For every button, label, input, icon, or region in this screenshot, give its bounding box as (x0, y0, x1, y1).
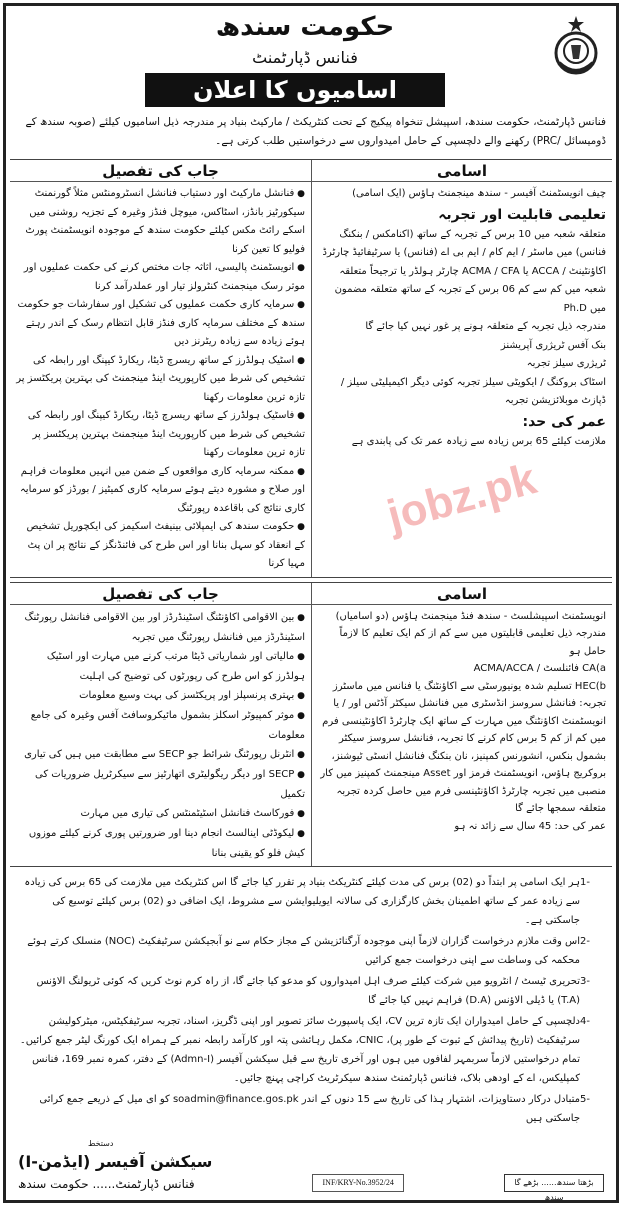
detail-item: ● فنانشل مارکیٹ اور دستیاب فنانشل انسٹرومنٹس مثلاً گورنمنٹ سیکورٹیز بانڈز، اسٹاکس، میوچل فنڈز وغیرہ کے تجزیہ روشنی میں اسکے رائٹ مکس کیلئے حکومت سندھ کے موجودہ انویسٹمنٹ پورٹ فولیو کا تعین کرنا (16, 185, 305, 259)
term-text: متبادل درکار دستاویزات، اشتہار ہذا کی تاریخ سے 15 دنوں کے اندر soadmin@finance.gos.pk کو ای میل کے ذریعے جمع کرائی جاسکتی ہیں (39, 1093, 580, 1124)
detail-item: ● اسٹیک ہولڈرز کے ساتھ ریسرچ ڈیٹا، ریکارڈ کیپنگ اور رابطہ کی تشخیص کی شرط میں کارپوریٹ اینڈ مینجمنٹ کی بہترین پریکٹسز پر تازہ ترین معلومات رکھنا (16, 352, 305, 408)
term-item (16, 932, 606, 970)
detail-item: ● SECP اور دیگر ریگولیٹری اتھارٹیز سے سیکرٹریل ضروریات کی تکمیل (16, 765, 305, 804)
department-line: فنانس ڈپارٹمنٹ...... حکومت سندھ (18, 1176, 195, 1191)
term-number: -5 (580, 1093, 590, 1105)
experience-text: تجربہ: فنانشل سروسز انڈسٹری میں فنانشل سیکٹر آڈٹس اور / یا انویسٹمنٹ اکاؤنٹنگ میں مہارت کے ساتھ ایک چارٹرڈ اکاؤنٹینسی فرم میں کم از کم 5 برس کام کرنے کا تجربہ، فنانشل سروسز سیکٹر بشمول بنکس، انشورنس کمپنیز، نان بنکنگ فنانشل انسٹی ٹیوشنز، بروکریج ہاؤس، انویسٹمنٹ فرمز اور Asset مینجمنٹ کمپنیز میں کار منصبی میں تجربہ چارٹرڈ اکاؤنٹینسی فرم میں حاصل کردہ تجربہ متعلقہ سمجھا جائے گا (320, 698, 606, 814)
detail-item: ● ممکنہ سرمایہ کاری مواقعوں کے ضمن میں انہیں معلومات فراہم اور صلاح و مشورہ دیتے ہوئے سرمایہ کاری کمیٹیز / بورڈز کو سرمایہ کاری نتائج کی باقاعدہ رپورٹنگ (16, 463, 305, 519)
post-header: اسامی (312, 160, 612, 182)
detail-item: ● بین الاقوامی اکاؤنٹنگ اسٹینڈرڈز اور بین الاقوامی فنانشل رپورٹنگ اسٹینڈرڈز میں فنانشل رپورٹنگ میں تجربہ (16, 608, 305, 647)
term-item (16, 873, 606, 930)
detail-item: ● حکومت سندھ کی ایمپلائی بینیفٹ اسکیمز کی ایکچوریل تشخیص کے انعقاد کو سہل بنانا اور اس طرح کی فائنڈنگز کے نتائج پر ان پٹ مہیا کرنا (16, 518, 305, 574)
reference-number: INF/KRY-No.3952/24 (312, 1174, 404, 1192)
details-column (10, 583, 311, 866)
age-heading: عمر کی حد: (522, 413, 606, 430)
ad-border (3, 3, 619, 1203)
section-chief-investment-officer (10, 159, 612, 578)
details-header: جاب کی تفصیل (10, 160, 311, 182)
detail-item: ● انٹرنل رپورٹنگ شرائط جو SECP سے مطابقت میں ہیں کی تیاری (16, 745, 305, 765)
section-investment-specialist (10, 582, 612, 867)
term-item (16, 972, 606, 1010)
detail-item: ● بہتری پرنسپلز اور پریکٹسز کی بہت وسیع معلومات (16, 686, 305, 706)
term-text: تحریری ٹیسٹ / انٹرویو میں شرکت کیلئے صرف اہل امیدواروں کو مدعو کیا جائے گا، از راہ کرم نوٹ کریں کہ کوئی ٹریولنگ الاؤنس (T.A) یا ڈیلی الاؤنس (D.A) فراہم نہیں کیا جائے گا (36, 975, 580, 1006)
term-number: -2 (580, 935, 590, 947)
qualification-a: CA(a فائنلسٹ / ACMA/ACCA (473, 663, 606, 674)
signatory: سیکشن آفیسر (ایڈمن-I) (18, 1151, 213, 1171)
qualification-b: HEC(b تسلیم شدہ یونیورسٹی سے اکاؤنٹنگ یا فنانس میں ماسٹرز (332, 680, 606, 692)
detail-item: ● لیکوڈٹی اینالسٹ انجام دینا اور ضرورتیں پوری کرنے کیلئے موزوں کیش فلو کو یقینی بنانا (16, 824, 305, 863)
post-header: اسامی (312, 583, 612, 605)
watermark: jobz.pk (382, 454, 542, 541)
qualification-heading: تعلیمی قابلیت اور تجربہ (438, 206, 606, 223)
qualification-intro: مندرجہ ذیل تعلیمی قابلیتوں میں سے کم از کم ایک تعلیم کا لازماً حامل ہو (339, 628, 606, 657)
slogan-box: بڑھتا سندھ...... بڑھے گا سندھ (504, 1174, 604, 1192)
term-text: اس وقت ملازم درخواست گزاران لازماً اپنی موجودہ آرگنائزیشن کے مجاز حکام سے نو آبجیکشن سرٹیفکیٹ (NOC) منسلک کرتے ہوئے محکمہ کی وساطت سے اپنی درخواست جمع کرائیں (27, 935, 580, 966)
post-column (311, 583, 612, 866)
signed-label: دستخط (88, 1138, 114, 1148)
terms-list (10, 867, 612, 1128)
experience-item: بنک آفس ٹریژری آپریشنز (500, 339, 606, 351)
age-text: ملازمت کیلئے 65 برس زیادہ سے زیادہ عمر تک کی پابندی ہے (351, 435, 606, 447)
post-column (311, 160, 612, 577)
age-text: عمر کی حد: 45 سال سے زائد نہ ہو (454, 820, 606, 832)
term-text: دلچسپی کے حامل امیدواران ایک تازہ ترین CV، ایک پاسپورٹ سائز تصویر اور اپنی ڈگریز، اسناد، تجربہ سرٹیفکیٹس، میٹرکولیشن سرٹیفکیٹ (تاریخ پیدائش کے ثبوت کے طور پر)، CNIC، مکمل رہائشی پتہ اور کارآمد رابطہ نمبر کے ہمراہ ایک کورنگ لیٹر جمع کرائیں۔ تمام درخواستیں لازماً سربمہر لفافوں میں ہوں اور آخری تاریخ سے قبل سیکشن آفیسر (Admn-I) کے دفتر، کمرہ نمبر 169، فنانس کمپلیکس، اے کے اودھی بلاک، فنانس ڈپارٹمنٹ سندھ سیکرٹریٹ کراچی پہنچ جائیں۔ (19, 1015, 580, 1084)
details-header: جاب کی تفصیل (10, 583, 311, 605)
term-text: ہر ایک اسامی پر ابتداً دو (02) برس کی مدت کیلئے کنٹریکٹ بنیاد پر تقرر کیا جائے گا اس کنٹریکٹ میں ملازمت کی 65 برس کی زیادہ سے زیادہ عمر کے ساتھ اطمینان بخش کارگزاری کی سالانہ ایویلیوایشن سے مشروط، ایک اضافی دو (02) برس کیلئے توسیع کی جاسکتی ہے۔ (24, 876, 580, 926)
post-title: چیف انویسٹمنٹ آفیسر - سندھ مینجمنٹ ہاؤس (ایک اسامی) (352, 188, 606, 199)
qualification-text: متعلقہ شعبہ میں 10 برس کے تجربہ کے ساتھ (اکنامکس / بنکنگ فنانس) میں ماسٹر / ایم کام / ایم بی اے (فنانس) یا سرٹیفائیڈ چارٹرڈ اکاؤنٹینٹ / ACCA یا ACMA / CFA چارٹر ہولڈر یا ترجیحاً متعلقہ شعبہ میں کم سے کم 06 برس کے تجربہ کے ساتھ متعلقہ مضمون میں Ph.D (322, 228, 606, 314)
term-number: -1 (580, 876, 590, 888)
banner-title: اسامیوں کا اعلان (145, 73, 445, 107)
signature-block (18, 1138, 212, 1194)
post-title: انویسٹمنٹ اسپیشلسٹ - سندھ فنڈ مینجمنٹ ہاؤس (دو اسامیاں) (335, 610, 606, 622)
department-title: فنانس ڈپارٹمنٹ (252, 48, 358, 67)
detail-item: ● مالیاتی اور شماریاتی ڈیٹا مرتب کرنے میں مہارت اور اسٹیک ہولڈرز کو اس طرح کی رپورٹوں کی توضیح کی اہلیت (16, 647, 305, 686)
government-title: حکومت سندھ (215, 12, 395, 42)
detail-item: ● فاسٹیک ہولڈرز کے ساتھ ریسرچ ڈیٹا، ریکارڈ کیپنگ اور رابطہ کی تشخیص کی شرط میں کارپوریٹ اینڈ مینجمنٹ بہترین پریکٹسز پر تازہ ترین معلومات رکھنا (16, 407, 305, 463)
experience-item: ٹریژری سیلز تجربہ (526, 358, 606, 369)
experience-item: اسٹاک بروکنگ / ایکویٹی سیلز تجربہ کوئی دیگر اکیمیلیٹی سیلز / ڈپازٹ موبلائزیشن تجربہ (340, 376, 606, 406)
detail-item: ● فورکاسٹ فنانشل اسٹیٹمنٹس کی تیاری میں مہارت (16, 804, 305, 824)
detail-item: ● موثر کمپیوٹر اسکلز بشمول مائیکروسافٹ آفس وغیرہ کی جامع معلومات (16, 706, 305, 745)
intro-text: فنانس ڈپارٹمنٹ، حکومت سندھ، اسپیشل تنخواہ پیکیج کے تحت کنٹریکٹ / مارکیٹ بنیاد پر مندرجہ ذیل اسامیوں کیلئے (صوبہ سندھ کے ڈومیسائل /PRC) رکھنے والے دلچسپی کے حامل امیدواروں سے درخواستیں طلب کرتی ہے۔ (25, 116, 606, 147)
term-item (16, 1090, 606, 1128)
term-number: -4 (580, 1015, 590, 1027)
detail-item: ● انویسٹمنٹ پالیسی، اثاثہ جات مختص کرنے کی حکمت عملیوں اور موثر رسک مینجمنٹ کنٹرولز تیار اور عملدرآمد کرنا (16, 259, 305, 296)
footer (10, 1130, 612, 1202)
term-number: -3 (580, 975, 590, 987)
details-column (10, 160, 311, 577)
sindh-government-seal-icon (545, 15, 607, 77)
experience-note: مندرجہ ذیل تجربہ کے متعلقہ ہونے پر غور نہیں کیا جائے گا (365, 321, 606, 332)
detail-item: ● سرمایہ کاری حکمت عملیوں کی تشکیل اور سفارشات جو حکومت سندھ کے مختلف سرمایہ کاری فنڈز قابل انتظام رسک کے اندر رہتے ہوئے زیادہ سے زیادہ ریٹرنز دیں (16, 296, 305, 352)
header (10, 9, 612, 109)
term-item (16, 1012, 606, 1088)
